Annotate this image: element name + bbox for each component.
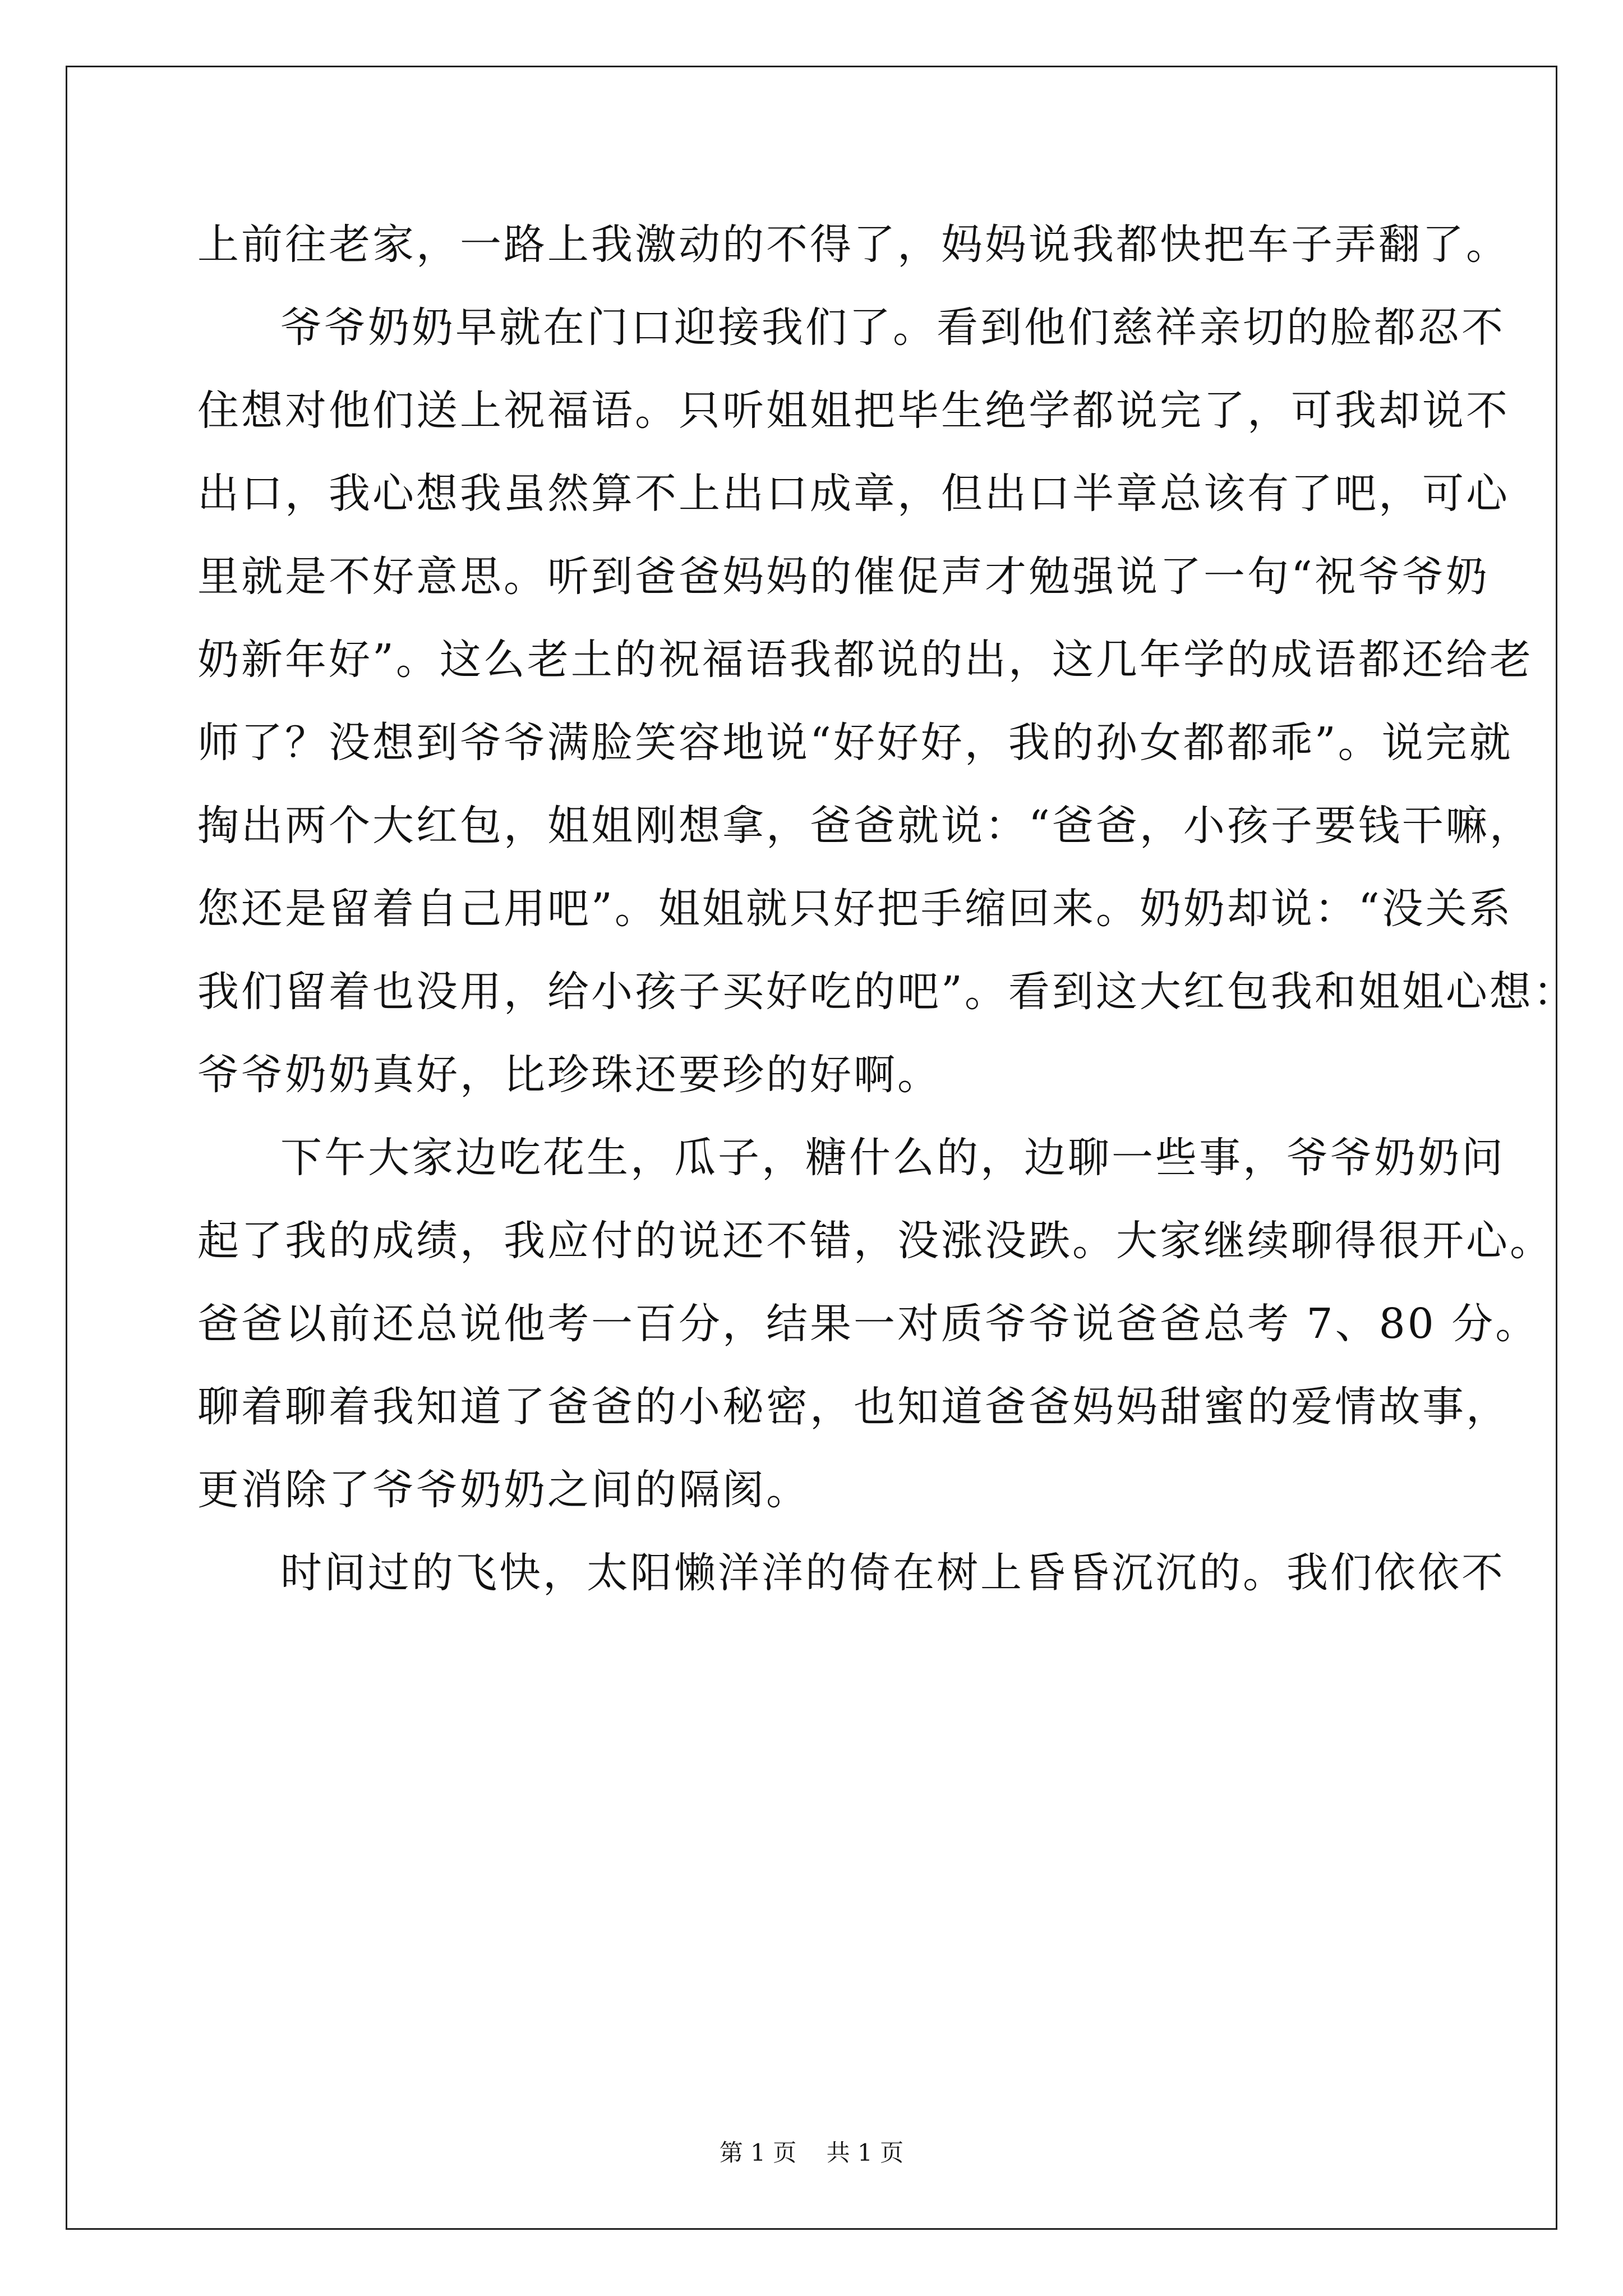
text-line-5: 里就是不好意思。听到爸爸妈妈的催促声才勉强说了一句“祝爷爷奶 [197, 553, 1490, 601]
text-line-3: 住想对他们送上祝福语。只听姐姐把毕生绝学都说完了，可我却说不 [197, 386, 1510, 435]
text-line-12: 下午大家边吃花生，瓜子，糖什么的，边聊一些事，爷爷奶奶问 [280, 1134, 1505, 1182]
text-line-1: 上前往老家，一路上我激动的不得了，妈妈说我都快把车子弄翻了。 [197, 220, 1510, 269]
page-total: 共 1 页 [826, 2139, 904, 2166]
text-line-7: 师了？没想到爷爷满脸笑容地说“好好好，我的孙女都都乖”。说完就 [197, 719, 1513, 767]
document-body [197, 203, 1577, 1614]
text-line-10: 我们留着也没用，给小孩子买好吃的吧”。看到这大红包我和姐姐心想： [197, 968, 1577, 1016]
text-line-14: 爸爸以前还总说他考一百分，结果一对质爷爷说爸爸总考 7、80 分。 [197, 1300, 1539, 1348]
text-line-4: 出口，我心想我虽然算不上出口成章，但出口半章总该有了吧，可心 [197, 470, 1510, 518]
page-number: 第 1 页 [719, 2139, 797, 2166]
text-line-2: 爷爷奶奶早就在门口迎接我们了。看到他们慈祥亲切的脸都忍不 [280, 303, 1505, 352]
text-line-13: 起了我的成绩，我应付的说还不错，没涨没跌。大家继续聊得很开心。 [197, 1217, 1553, 1265]
text-line-15: 聊着聊着我知道了爸爸的小秘密，也知道爸爸妈妈甜蜜的爱情故事， [197, 1383, 1510, 1431]
text-line-6: 奶新年好”。这么老土的祝福语我都说的出，这几年学的成语都还给老 [197, 636, 1533, 684]
text-line-17: 时间过的飞快，太阳懒洋洋的倚在树上昏昏沉沉的。我们依依不 [280, 1549, 1505, 1597]
text-line-16: 更消除了爷爷奶奶之间的隔阂。 [197, 1466, 810, 1514]
text-line-8: 掏出两个大红包，姐姐刚想拿，爸爸就说：“爸爸，小孩子要钱干嘛， [197, 802, 1533, 850]
page-footer [0, 2134, 1623, 2168]
text-line-11: 爷爷奶奶真好，比珍珠还要珍的好啊。 [197, 1051, 941, 1099]
text-line-9: 您还是留着自己用吧”。姐姐就只好把手缩回来。奶奶却说：“没关系 [197, 885, 1513, 933]
